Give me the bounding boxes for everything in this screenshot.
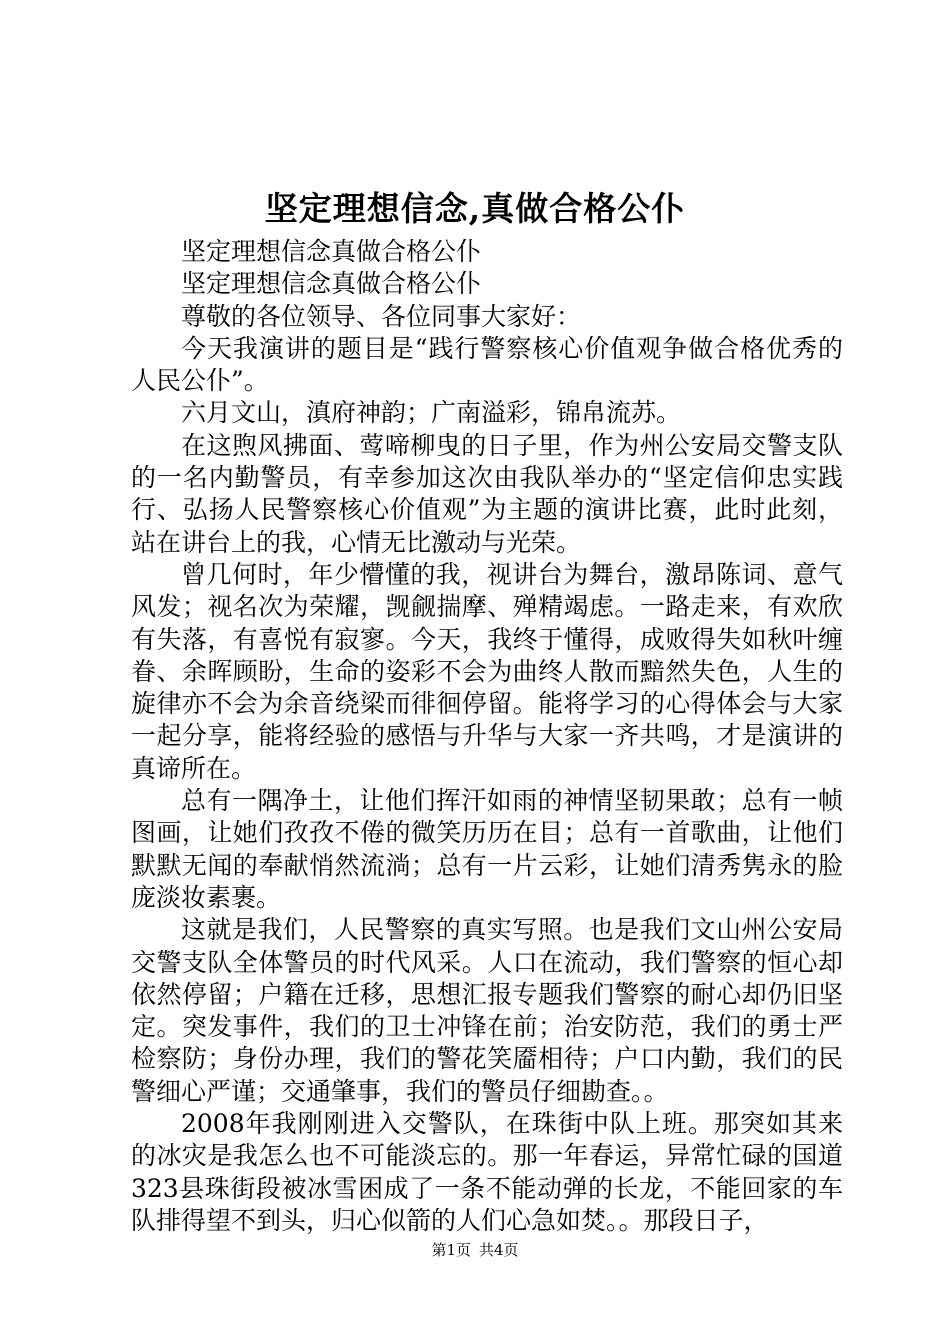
page-number: 第1页 bbox=[431, 1241, 471, 1259]
document-body bbox=[131, 236, 843, 1237]
paragraph-wenshan: 六月文山，滇府神韵；广南溢彩，锦帛流苏。 bbox=[181, 398, 682, 428]
paragraph-police-portrait: 这就是我们，人民警察的真实写照。也是我们文山州公安局交警支队全体警员的时代风采。人口在流动，我们警察的恒心却依然停留；户籍在迁移，思想汇报专题我们警察的耐心却仍旧坚定。突发事件，我们的卫士冲锋在前；治安防范，我们的勇士严检察防；身份办理，我们的警花笑靥相待；户口内勤，我们的民警细心严谨；交通肇事，我们的警员仔细勘查。。 bbox=[131, 915, 843, 1106]
paragraph-2008-ice-disaster: 2008年我刚刚进入交警队，在珠街中队上班。那突如其来的冰灾是我怎么也不可能淡忘的。那一年春运，异常忙碌的国道323县珠街段被冰雪困成了一条不能动弹的长龙，不能回家的车队排得望不到头，归心似箭的人们心急如焚。。那段日子， bbox=[131, 1109, 843, 1235]
page-total: 共4页 bbox=[479, 1241, 519, 1259]
paragraph-reflection: 曾几何时，年少懵懂的我，视讲台为舞台，激昂陈词、意气风发；视名次为荣耀，觊觎揣摩、殚精竭虑。一路走来，有欢欣有失落，有喜悦有寂寥。今天，我终于懂得，成败得失如秋叶缠眷、余晖顾盼，生命的姿彩不会为曲终人散而黯然失色，人生的旋律亦不会为余音绕梁而徘徊停留。能将学习的心得体会与大家一起分享，能将经验的感悟与升华与大家一齐共鸣，才是演讲的真谛所在。 bbox=[131, 559, 843, 783]
paragraph-introduction: 在这煦风拂面、莺啼柳曳的日子里，作为州公安局交警支队的一名内勤警员，有幸参加这次由我队举办的“坚定信仰忠实践行、弘扬人民警察核心价值观”为主题的演讲比赛，此时此刻，站在讲台上的我，心情无比激动与光荣。 bbox=[131, 430, 843, 557]
paragraph-greeting: 尊敬的各位领导、各位同事大家好： bbox=[181, 301, 582, 331]
page-footer bbox=[0, 1240, 950, 1260]
document-title: 坚定理想信念,真做合格公仆 bbox=[264, 189, 686, 228]
paragraph-subtitle-1: 坚定理想信念真做合格公仆 bbox=[181, 237, 482, 266]
paragraph-subtitle-2: 坚定理想信念真做合格公仆 bbox=[181, 269, 482, 299]
paragraph-imagery: 总有一隅净土，让他们挥汗如雨的神情坚韧果敢；总有一帧图画，让她们孜孜不倦的微笑历历在目；总有一首歌曲，让他们默默无闻的奉献悄然流淌；总有一片云彩，让她们清秀隽永的脸庞淡妆素裹。 bbox=[131, 786, 843, 912]
paragraph-topic: 今天我演讲的题目是“践行警察核心价值观争做合格优秀的人民公仆”。 bbox=[131, 333, 843, 396]
